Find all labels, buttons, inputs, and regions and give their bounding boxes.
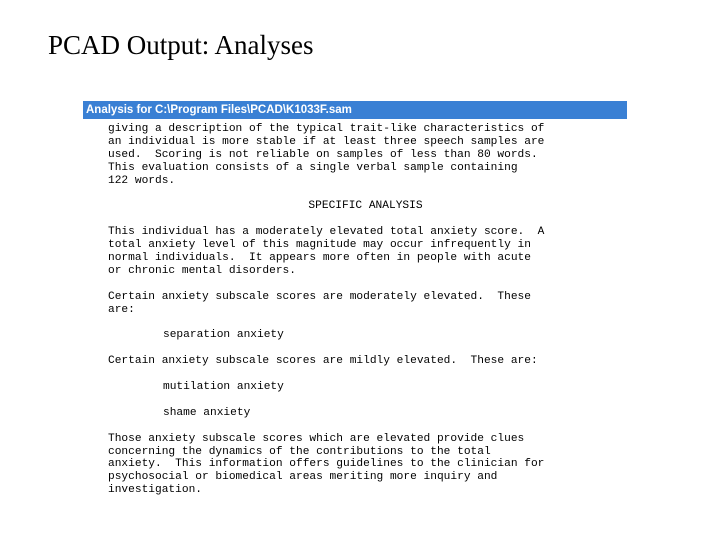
section-heading: SPECIFIC ANALYSIS <box>308 200 423 213</box>
window-titlebar[interactable]: Analysis for C:\Program Files\PCAD\K1033F.sam <box>83 101 627 119</box>
list-item: separation anxiety <box>163 329 284 342</box>
list-item: shame anxiety <box>163 406 251 419</box>
total-anxiety-paragraph: This individual has a moderately elevated total anxiety score. A total anxiety level of this magnitude may occur infrequently in normal individuals. It appears more often in people with acute or chronic mental disorders. <box>108 226 545 277</box>
moderate-intro: Certain anxiety subscale scores are moderately elevated. These are: <box>108 290 531 316</box>
intro-paragraph: giving a description of the typical trait-like characteristics of an individual is more stable if at least three speech samples are used. Scoring is not reliable on samples of less than 80 words. This evaluation consists of a single verbal sample containing 122 words. <box>108 123 545 187</box>
slide-title: PCAD Output: Analyses <box>48 30 314 60</box>
mild-intro: Certain anxiety subscale scores are mildly elevated. These are: <box>108 355 538 368</box>
list-item: mutilation anxiety <box>163 381 284 394</box>
closing-paragraph: Those anxiety subscale scores which are elevated provide clues concerning the dynamics of the contributions to the total anxiety. This information offers guidelines to the clinician for psychosocial or biomedical areas meriting more inquiry and investigation. <box>108 432 545 497</box>
report-content <box>108 123 623 497</box>
analysis-window <box>83 101 627 499</box>
